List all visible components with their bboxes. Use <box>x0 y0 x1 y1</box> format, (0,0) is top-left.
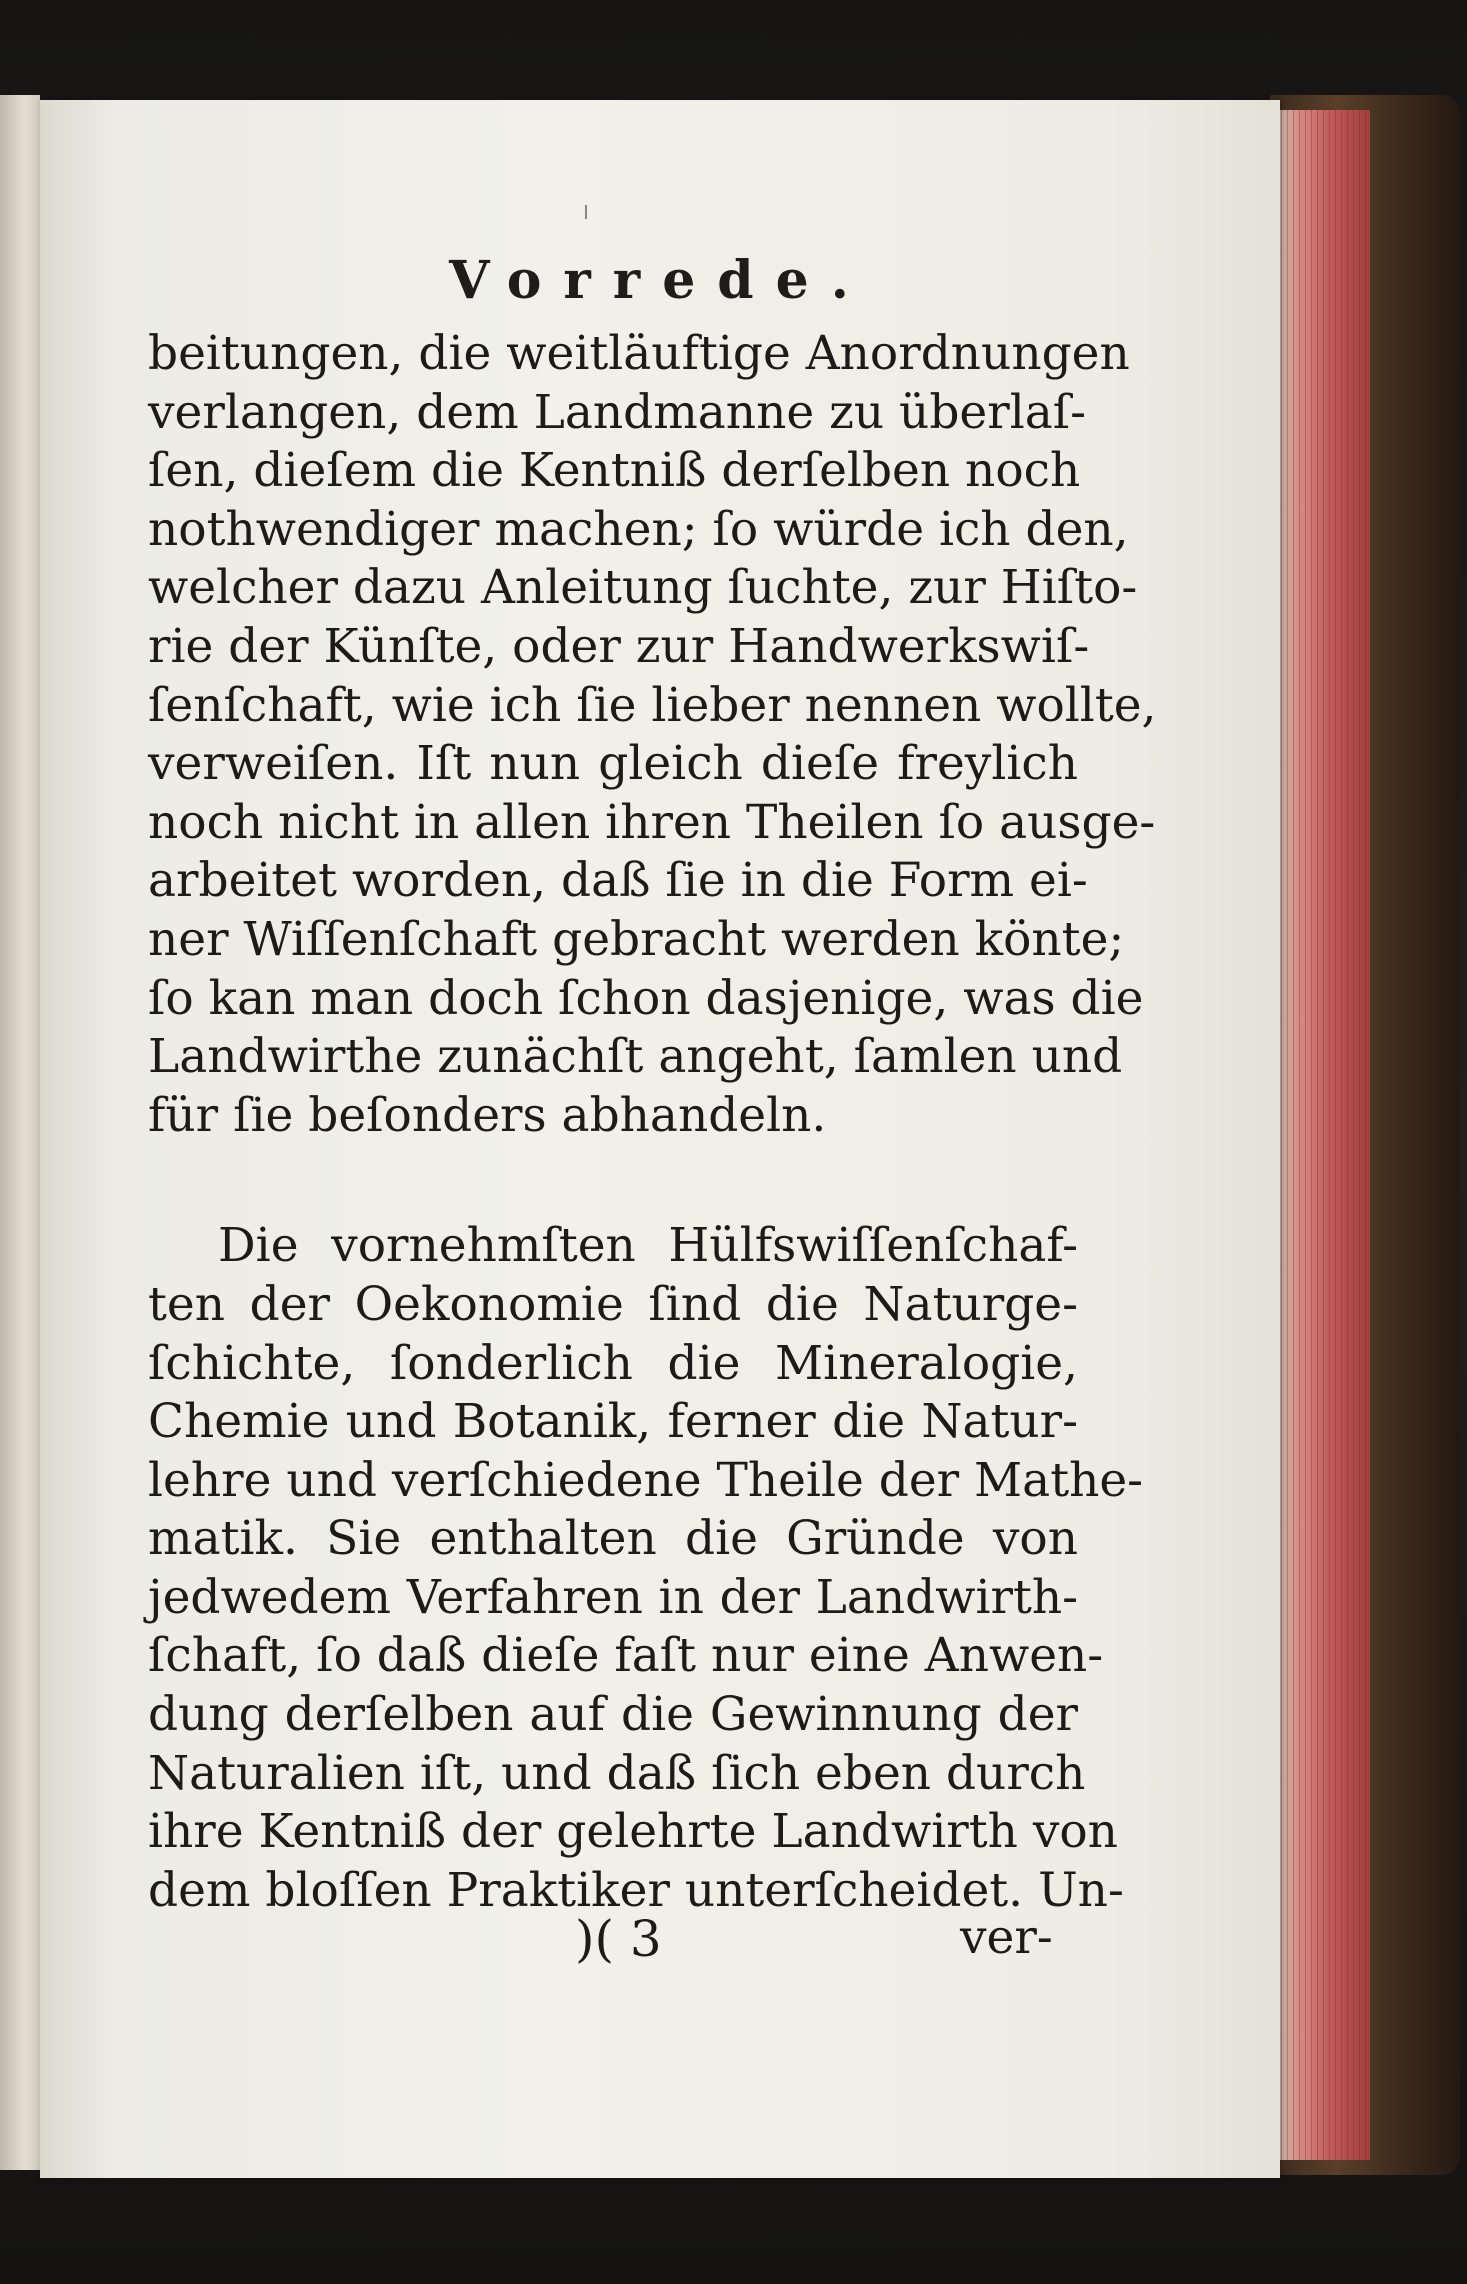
text-line: nothwendiger machen; ſo würde ich den, <box>148 501 1129 557</box>
pencil-mark <box>585 205 587 219</box>
text-line: ihre Kentniß der gelehrte Landwirth von <box>148 1804 1118 1860</box>
text-line: ten der Oekonomie ſind die Naturge- <box>148 1276 1078 1332</box>
text-line: ner Wiſſenſchaft gebracht werden könte; <box>148 911 1125 967</box>
text-line: Landwirthe zunächſt angeht, ſamlen und <box>148 1029 1123 1085</box>
text-line: für ſie beſonders abhandeln. <box>148 1087 827 1143</box>
text-line: beitungen, die weitläuftige Anordnungen <box>148 326 1130 381</box>
text-line: ſchichte, ſonderlich die Mineralogie, <box>148 1335 1078 1391</box>
text-line: ſo kan man doch ſchon dasjenige, was die <box>148 970 1144 1026</box>
text-line: Naturalien iſt, und daß ſich eben durch <box>148 1745 1086 1801</box>
text-line: ſen, dieſem die Kentniß derſelben noch <box>148 443 1081 499</box>
catchword: ver- <box>960 1910 1053 1965</box>
paragraph-gap <box>148 1145 1078 1217</box>
text-line: dung derſelben auf die Gewinnung der <box>148 1687 1078 1743</box>
text-line: ſenſchaft, wie ich ſie lieber nennen wollte, <box>148 677 1157 733</box>
book-page <box>40 100 1280 2178</box>
text-line: arbeitet worden, daß ſie in die Form ei- <box>148 853 1088 909</box>
facing-page-edge <box>0 95 40 2170</box>
text-line: lehre und verſchiedene Theile der Mathe- <box>148 1452 1144 1508</box>
running-head: Vorrede. <box>449 250 871 311</box>
signature-mark: )( 3 <box>575 1910 662 1968</box>
text-line: dem bloſſen Praktiker unterſcheidet. Un- <box>148 1862 1124 1918</box>
red-page-edges <box>1275 110 1370 2160</box>
text-line: verweiſen. Iſt nun gleich dieſe freylich <box>148 736 1078 792</box>
text-line: rie der Künſte, oder zur Handwerkswiſ- <box>148 618 1090 674</box>
text-line: verlangen, dem Landmanne zu überlaſ- <box>148 384 1087 440</box>
text-line: matik. Sie enthalten die Gründe von <box>148 1511 1078 1567</box>
text-line: noch nicht in allen ihren Theilen ſo ausge- <box>148 794 1156 850</box>
text-line: ſchaft, ſo daß dieſe faſt nur eine Anwen- <box>148 1628 1104 1684</box>
body-text <box>148 325 1157 1920</box>
text-line: welcher dazu Anleitung ſuchte, zur Hiſto- <box>148 560 1138 616</box>
text-line: Chemie und Botanik, ferner die Natur- <box>148 1394 1078 1450</box>
text-line: Die vornehmſten Hülfswiſſenſchaf- <box>218 1218 1078 1274</box>
text-line: jedwedem Verfahren in der Landwirth- <box>148 1569 1078 1625</box>
